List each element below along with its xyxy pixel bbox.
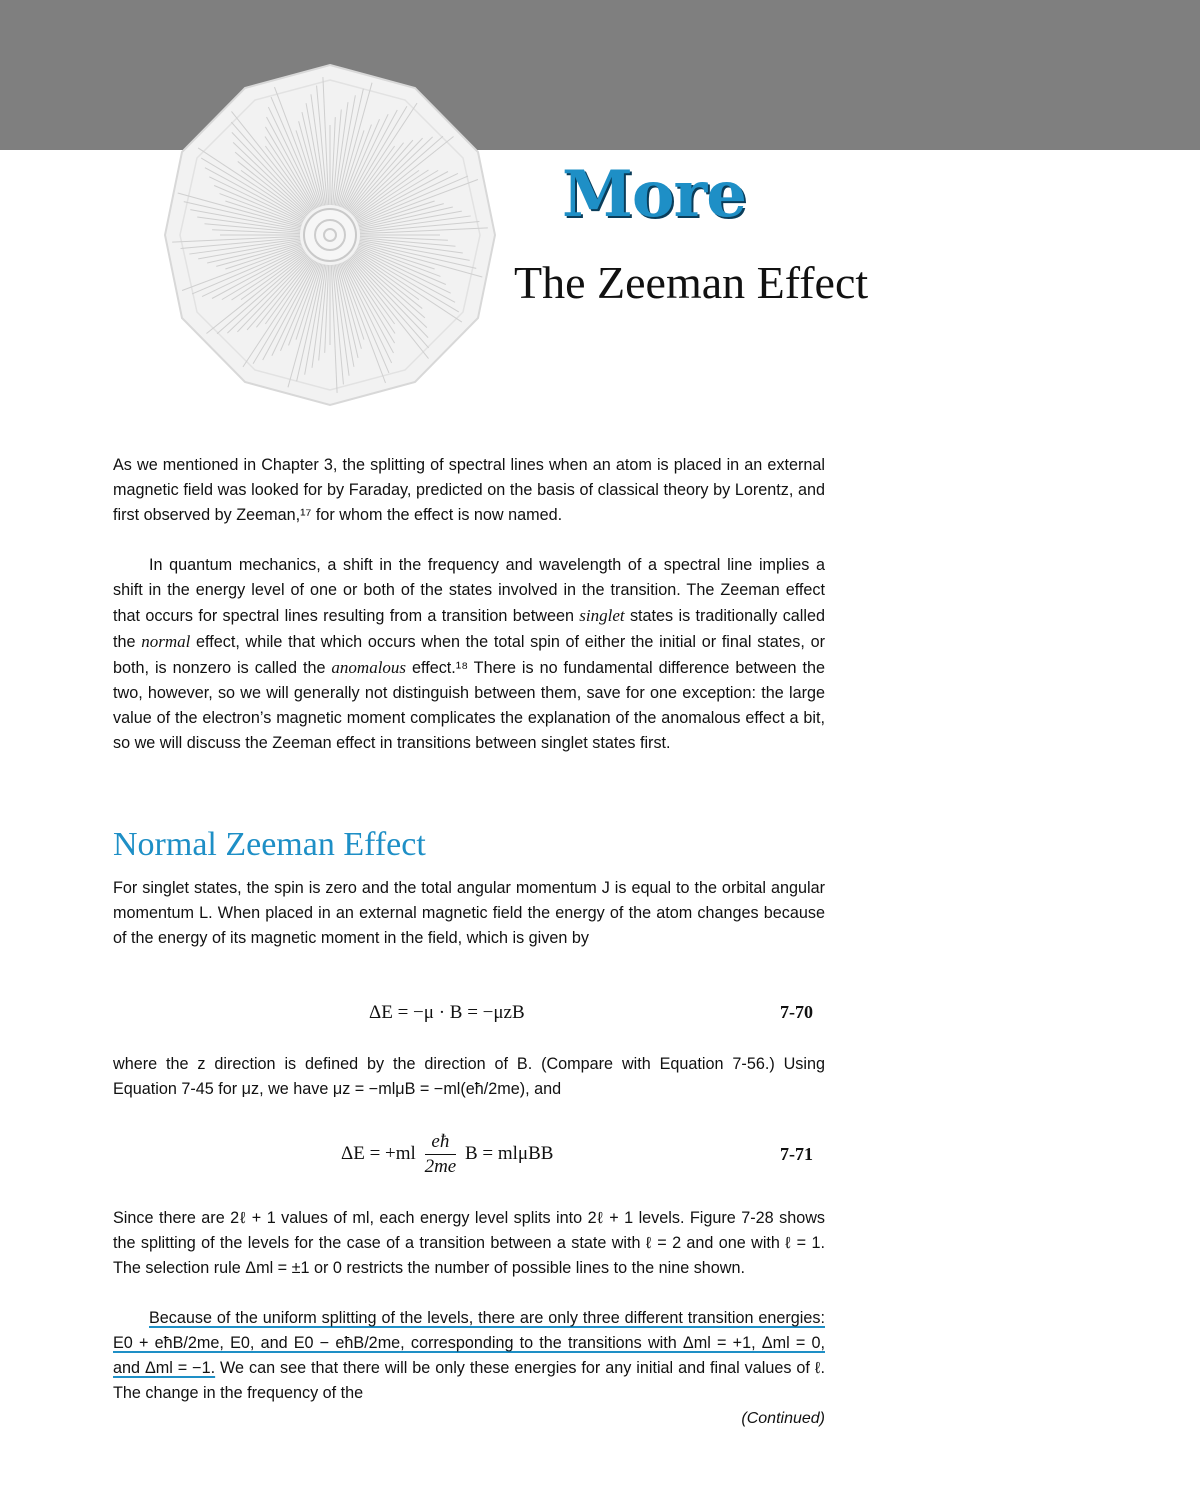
page-title: The Zeeman Effect xyxy=(514,257,869,308)
intro-paragraph-1: As we mentioned in Chapter 3, the splitting of spectral lines when an atom is placed in an external magnetic field was looked for by Faraday, predicted on the basis of classical theory by Lorentz, and first observed by Zeeman,¹⁷ for whom the effect is now named. xyxy=(113,456,825,524)
section-paragraph-1: For singlet states, the spin is zero and the total angular momentum J is equal to the orbital angular momentum L. When placed in an external magnetic field the energy of the atom changes because of the energy of its magnetic moment in the field, which is given by xyxy=(113,879,825,947)
section-paragraph-2: where the z direction is defined by the direction of B. (Compare with Equation 7-56.) Using Equation 7-45 for μz, we have μz = −mlμB = −ml(eħ/2me), and xyxy=(113,1055,825,1098)
equation-number: 7-71 xyxy=(780,1144,813,1164)
section-paragraph-3: Since there are 2ℓ + 1 values of ml, each energy level splits into 2ℓ + 1 levels. Figure 7-28 shows the splitting of the levels for the case of a transition between a state with ℓ = 2 and one with ℓ = 1. The selection rule Δml = ±1 or 0 restricts the number of possible lines to the nine shown. xyxy=(113,1209,825,1277)
equation-7-71 xyxy=(113,1122,825,1192)
intro-paragraph-2: In quantum mechanics, a shift in the frequency and wavelength of a spectral line implies a shift in the energy level of one or both of the states involved in the transition. The Zeeman effect that occurs for spectral lines resulting from a transition between singlet states is traditionally called the normal effect, while that which occurs when the total spin of either the initial or final states, or both, is nonzero is called the anomalous effect.¹⁸ There is no fundamental difference between the two, however, so we will generally not distinguish between them, save for one exception: the large value of the electron’s magnetic moment complicates the explanation of the anomalous effect a bit, so we will discuss the Zeeman effect in transitions between singlet states first. xyxy=(113,556,825,752)
section-heading: Normal Zeeman Effect xyxy=(113,826,426,863)
equation-left: ΔE = +ml xyxy=(341,1142,416,1164)
more-label: More xyxy=(562,157,746,232)
equation-right: B = mlμBB xyxy=(464,1142,554,1164)
section-paragraph-4: Because of the uniform splitting of the levels, there are only three different transition energies: E0 + eħB/2me, E0, and E0 − eħB/2me, corresponding to the transitions with Δml = +1, Δml = 0, and Δml = −1. We can see that there will be only these energies for any initial and final values of ℓ. The change in the frequency of the xyxy=(113,1309,825,1402)
equation-expression: ΔE = −μ · B = −μzB xyxy=(369,1002,525,1023)
equation-fraction: $\frac{eħ}{2me}$ xyxy=(424,1131,457,1177)
equation-number: 7-70 xyxy=(780,1002,813,1022)
particle-track-emblem xyxy=(160,60,500,410)
continued-marker: (Continued) xyxy=(741,1410,825,1427)
equation-7-70 xyxy=(113,1002,825,1032)
highlighted-text: Because of the uniform splitting of the levels, there are only three different transition energies: E0 + eħB/2me, E0, and E0 − eħB/2me, corresponding to the transitions with Δml = +1, Δml = 0, and Δml = −1. xyxy=(113,1309,825,1377)
